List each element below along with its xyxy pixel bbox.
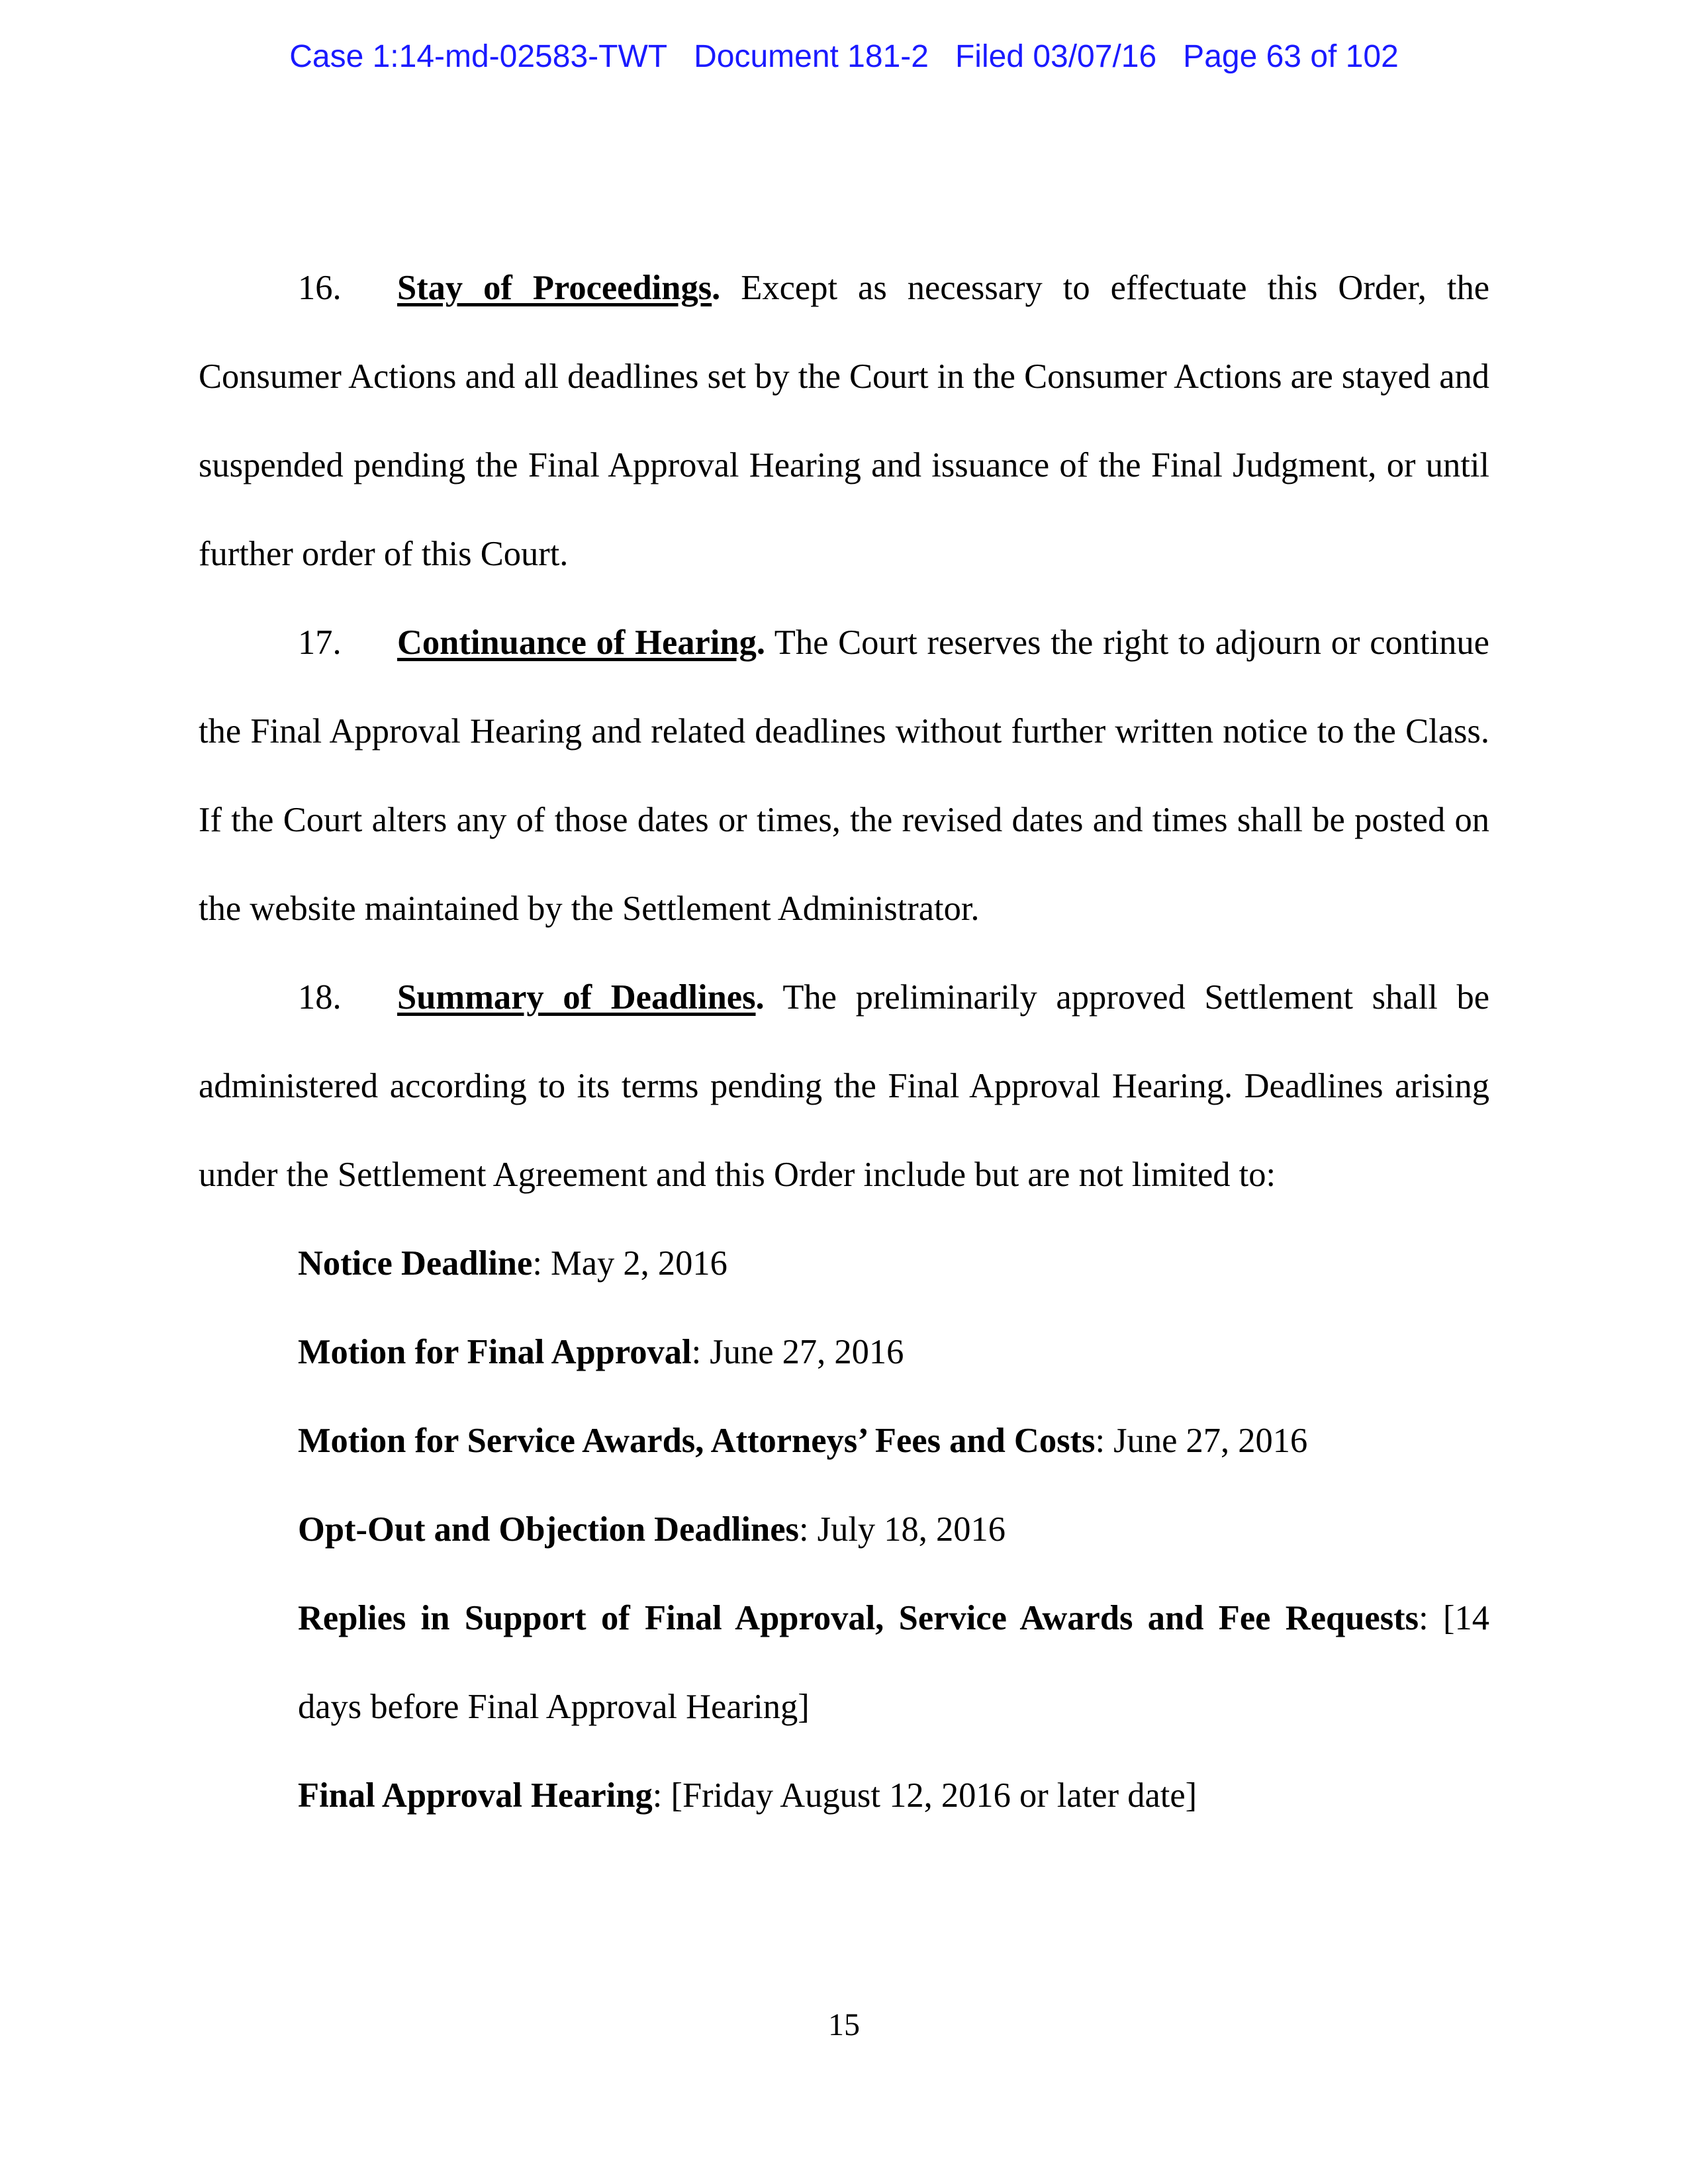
deadline-value: : [Friday August 12, 2016 or later date] — [652, 1776, 1197, 1815]
deadline-label: Motion for Service Awards, Attorneys’ Fees and Costs — [298, 1422, 1096, 1460]
deadline-label: Final Approval Hearing — [298, 1776, 653, 1815]
court-filing-header — [0, 38, 1688, 75]
header-case-number: Case 1:14-md-02583-TWT — [289, 39, 668, 74]
paragraph-heading: Summary of Deadlines — [397, 978, 756, 1017]
deadline-value: : May 2, 2016 — [532, 1244, 727, 1283]
deadline-item-final-approval-motion — [298, 1308, 1489, 1396]
paragraph-text: The preliminarily approved Settlement shall be administered according to its terms pending the Final Approval Hearing. Deadlines arising under the Settlement Agreement and this Order include but are not limited to: — [199, 978, 1489, 1194]
heading-period: . — [712, 269, 721, 307]
page-number: 15 — [828, 2007, 860, 2042]
deadline-label: Opt-Out and Objection Deadlines — [298, 1510, 799, 1549]
header-document-number: Document 181-2 — [694, 39, 929, 74]
deadline-item-replies — [298, 1574, 1489, 1751]
document-body — [199, 244, 1489, 1840]
deadline-item-fees-motion — [298, 1396, 1489, 1485]
deadline-value: : July 18, 2016 — [798, 1510, 1006, 1549]
paragraph-heading: Stay of Proceedings — [397, 269, 712, 307]
paragraph-18 — [199, 953, 1489, 1219]
heading-period: . — [756, 623, 765, 662]
paragraph-heading: Continuance of Hearing — [397, 623, 757, 662]
paragraph-16 — [199, 244, 1489, 598]
deadline-item-opt-out — [298, 1485, 1489, 1574]
paragraph-number: 17. — [298, 623, 342, 662]
paragraph-text: The Court reserves the right to adjourn or continue the Final Approval Hearing and related deadlines without further written notice to the Class. If the Court alters any of those dates or times, the revised dates and times shall be posted on the website maintained by the Settlement Administrator. — [199, 623, 1489, 928]
deadline-item-hearing — [298, 1751, 1489, 1840]
header-page-count: Page 63 of 102 — [1183, 39, 1399, 74]
deadline-label: Motion for Final Approval — [298, 1333, 692, 1371]
deadline-value: : June 27, 2016 — [1095, 1422, 1308, 1460]
deadline-label: Notice Deadline — [298, 1244, 533, 1283]
deadline-value: : [14 days before Final Approval Hearing] — [298, 1599, 1489, 1726]
paragraph-17 — [199, 598, 1489, 953]
header-filed-date: Filed 03/07/16 — [955, 39, 1157, 74]
deadline-value: : June 27, 2016 — [691, 1333, 904, 1371]
heading-period: . — [755, 978, 765, 1017]
deadline-label: Replies in Support of Final Approval, Service Awards and Fee Requests — [298, 1599, 1419, 1637]
paragraph-number: 18. — [298, 978, 342, 1017]
paragraph-text: Except as necessary to effectuate this Order, the Consumer Actions and all deadlines set by the Court in the Consumer Actions are stayed and suspended pending the Final Approval Hearing and issuance of the Final Judgment, or until further order of this Court. — [199, 269, 1490, 573]
deadline-item-notice — [298, 1219, 1489, 1308]
paragraph-number: 16. — [298, 269, 342, 307]
